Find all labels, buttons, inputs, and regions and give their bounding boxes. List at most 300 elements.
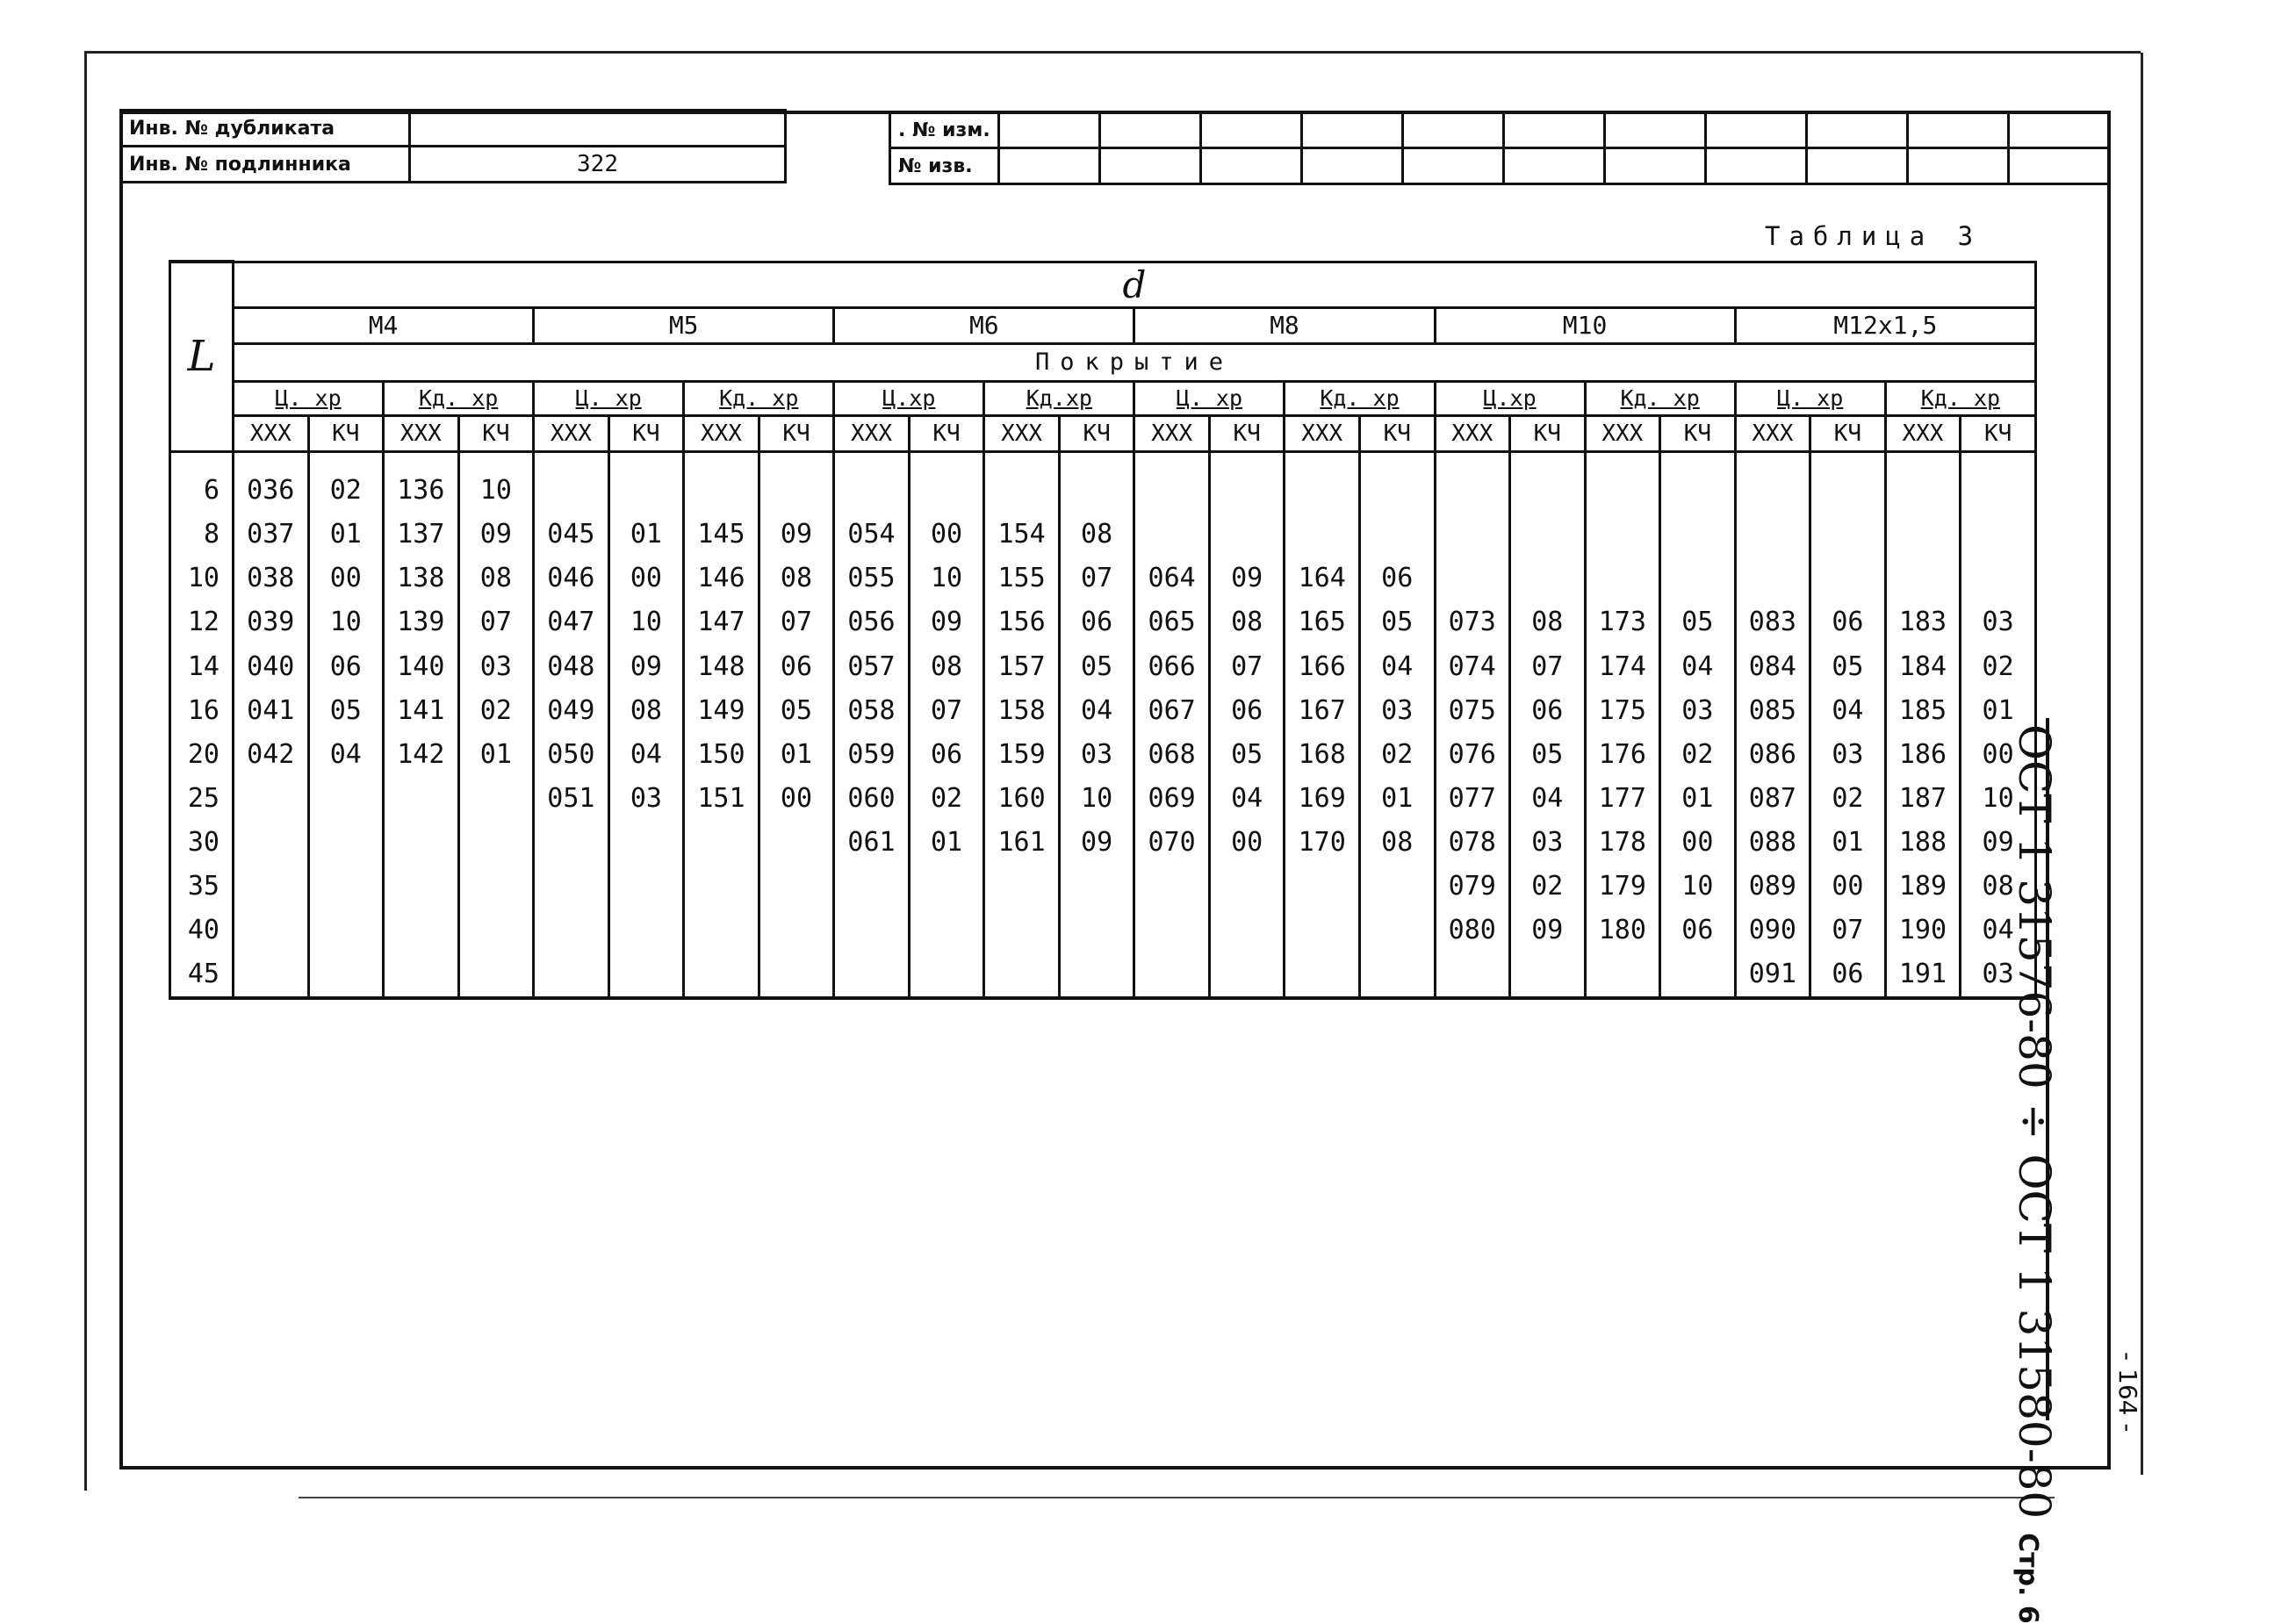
code-cell: 059: [834, 732, 910, 776]
code-cell: 075: [1435, 688, 1510, 732]
code-cell: [1810, 451, 1886, 513]
code-cell: 191: [1885, 952, 1961, 998]
code-cell: 148: [684, 644, 759, 688]
code-cell: 03: [458, 644, 534, 688]
code-cell: [1660, 557, 1736, 600]
code-cell: 06: [1359, 557, 1435, 600]
length-cell: 16: [170, 688, 234, 732]
size-group-header: M6: [834, 307, 1134, 343]
code-cell: [684, 865, 759, 909]
stamp-cell: [1301, 148, 1402, 184]
code-cell: 09: [909, 600, 984, 644]
length-cell: 35: [170, 865, 234, 909]
code-cell: 04: [308, 732, 384, 776]
code-cell: 02: [1359, 732, 1435, 776]
length-cell: 14: [170, 644, 234, 688]
code-cell: 154: [984, 513, 1060, 557]
code-cell: [1359, 865, 1435, 909]
code-cell: 038: [234, 557, 309, 600]
code-cell: [1510, 451, 1586, 513]
code-cell: 08: [1059, 513, 1134, 557]
code-cell: 045: [534, 513, 609, 557]
stamp-label-notice: № изв.: [890, 148, 999, 184]
stamp-cell: [1806, 112, 1907, 148]
table-title: Таблица 3: [1765, 221, 1983, 251]
page-label: Стр. 6: [2012, 1533, 2043, 1624]
code-cell: 080: [1435, 909, 1510, 952]
code-cell: 00: [1209, 820, 1285, 864]
coating-header: Покрытие: [234, 343, 2036, 381]
code-cell: 174: [1585, 644, 1660, 688]
code-cell: [834, 451, 910, 513]
stamp-cell: [1200, 148, 1301, 184]
code-cell: 073: [1435, 600, 1510, 644]
code-cell: 00: [1660, 820, 1736, 864]
code-cell: 145: [684, 513, 759, 557]
table-row: [170, 600, 2036, 644]
stamp-cell: [998, 148, 1099, 184]
code-cell: 00: [1810, 865, 1886, 909]
code-cell: 067: [1134, 688, 1210, 732]
code-cell: 041: [234, 688, 309, 732]
code-cell: 188: [1885, 820, 1961, 864]
code-cell: 058: [834, 688, 910, 732]
length-cell: 12: [170, 600, 234, 644]
length-cell: 25: [170, 776, 234, 820]
code-cell: 06: [759, 644, 834, 688]
code-cell: 161: [984, 820, 1060, 864]
table-row: [170, 820, 2036, 864]
code-cell: 185: [1885, 688, 1961, 732]
stamp-value-duplicate: [410, 111, 786, 147]
stamp-cell: [1604, 148, 1705, 184]
code-cell: 157: [984, 644, 1060, 688]
code-cell: [1059, 451, 1134, 513]
stamp-cell: [1503, 148, 1604, 184]
code-cell: 06: [1810, 952, 1886, 998]
code-cell: 074: [1435, 644, 1510, 688]
code-cell: 089: [1735, 865, 1810, 909]
code-cell: 050: [534, 732, 609, 776]
coating-type-header: Ц.хр: [1435, 381, 1585, 415]
code-cell: 03: [1961, 952, 2036, 998]
code-cell: [1134, 952, 1210, 998]
stamp-cell: [1604, 112, 1705, 148]
code-cell: 068: [1134, 732, 1210, 776]
code-cell: 01: [909, 820, 984, 864]
code-cell: [1209, 865, 1285, 909]
column-label: КЧ: [608, 415, 684, 451]
code-cell: [458, 952, 534, 998]
code-cell: 047: [534, 600, 609, 644]
column-label: КЧ: [1660, 415, 1736, 451]
length-cell: 30: [170, 820, 234, 864]
code-cell: 160: [984, 776, 1060, 820]
code-cell: [1435, 513, 1510, 557]
designation-table: [169, 260, 2037, 1000]
coating-type-header: Ц. хр: [534, 381, 684, 415]
code-cell: 048: [534, 644, 609, 688]
code-cell: 069: [1134, 776, 1210, 820]
standard-code: [1990, 724, 2060, 1624]
code-cell: 057: [834, 644, 910, 688]
code-cell: 167: [1285, 688, 1360, 732]
column-label: КЧ: [308, 415, 384, 451]
code-cell: [608, 820, 684, 864]
code-cell: [1810, 513, 1886, 557]
code-cell: 178: [1585, 820, 1660, 864]
code-cell: [534, 952, 609, 998]
code-cell: [384, 820, 459, 864]
code-cell: 064: [1134, 557, 1210, 600]
code-cell: [1285, 865, 1360, 909]
code-cell: 09: [608, 644, 684, 688]
stamp-cell: [1705, 112, 1806, 148]
stamp-label-duplicate: Инв. № дубликата: [121, 111, 410, 147]
code-cell: [1285, 513, 1360, 557]
length-cell: 10: [170, 557, 234, 600]
code-cell: 10: [1660, 865, 1736, 909]
code-cell: 180: [1585, 909, 1660, 952]
code-cell: 01: [1961, 688, 2036, 732]
code-cell: 042: [234, 732, 309, 776]
code-cell: 03: [1510, 820, 1586, 864]
code-cell: 03: [1059, 732, 1134, 776]
code-cell: 060: [834, 776, 910, 820]
code-cell: 039: [234, 600, 309, 644]
code-cell: 08: [458, 557, 534, 600]
coating-type-header: Ц.хр: [834, 381, 984, 415]
code-cell: 07: [1209, 644, 1285, 688]
code-cell: 02: [1510, 865, 1586, 909]
code-cell: 04: [608, 732, 684, 776]
code-cell: [608, 909, 684, 952]
code-cell: [308, 909, 384, 952]
col-header-d: d: [234, 262, 2036, 307]
code-cell: 079: [1435, 865, 1510, 909]
code-cell: [759, 820, 834, 864]
stamp-cell: [1099, 112, 1200, 148]
code-cell: 165: [1285, 600, 1360, 644]
outer-frame-left: [84, 51, 87, 1491]
code-cell: [1435, 557, 1510, 600]
table-row: [170, 865, 2036, 909]
code-cell: 168: [1285, 732, 1360, 776]
code-cell: [384, 909, 459, 952]
column-label: XXX: [984, 415, 1060, 451]
code-cell: 09: [1961, 820, 2036, 864]
code-cell: [1585, 513, 1660, 557]
code-cell: 02: [1660, 732, 1736, 776]
code-cell: 06: [308, 644, 384, 688]
code-cell: 01: [1810, 820, 1886, 864]
stamp-cell: [1402, 112, 1503, 148]
code-cell: [458, 865, 534, 909]
table-row: [170, 732, 2036, 776]
code-cell: 08: [1510, 600, 1586, 644]
code-cell: [1209, 451, 1285, 513]
code-cell: [759, 451, 834, 513]
code-cell: 05: [1660, 600, 1736, 644]
code-cell: 046: [534, 557, 609, 600]
code-cell: 00: [909, 513, 984, 557]
code-cell: 08: [1961, 865, 2036, 909]
code-cell: 03: [1359, 688, 1435, 732]
code-cell: 186: [1885, 732, 1961, 776]
column-label: КЧ: [1359, 415, 1435, 451]
code-cell: 10: [1961, 776, 2036, 820]
code-cell: [684, 451, 759, 513]
code-cell: 158: [984, 688, 1060, 732]
code-cell: 06: [909, 732, 984, 776]
code-cell: 156: [984, 600, 1060, 644]
code-cell: 155: [984, 557, 1060, 600]
code-cell: [234, 865, 309, 909]
length-cell: 6: [170, 451, 234, 513]
change-stamp: [889, 111, 2111, 185]
table-row: [170, 688, 2036, 732]
column-label: XXX: [1435, 415, 1510, 451]
size-group-header: M5: [534, 307, 834, 343]
table-row: [170, 513, 2036, 557]
column-label: КЧ: [1510, 415, 1586, 451]
code-cell: 06: [1510, 688, 1586, 732]
code-cell: [1961, 451, 2036, 513]
column-label: КЧ: [1209, 415, 1285, 451]
code-cell: 036: [234, 451, 309, 513]
code-cell: 00: [1961, 732, 2036, 776]
code-cell: [1059, 952, 1134, 998]
code-cell: 10: [458, 451, 534, 513]
coating-type-header: Кд. хр: [1585, 381, 1735, 415]
code-cell: [458, 776, 534, 820]
code-cell: 04: [1059, 688, 1134, 732]
code-cell: [1735, 513, 1810, 557]
code-cell: 066: [1134, 644, 1210, 688]
code-cell: 07: [1810, 909, 1886, 952]
code-cell: [458, 909, 534, 952]
code-cell: 090: [1735, 909, 1810, 952]
column-label: КЧ: [1961, 415, 2036, 451]
coating-type-header: Ц. хр: [1134, 381, 1285, 415]
code-cell: 184: [1885, 644, 1961, 688]
code-cell: 170: [1285, 820, 1360, 864]
code-cell: [1059, 909, 1134, 952]
code-cell: [1735, 451, 1810, 513]
code-cell: 01: [759, 732, 834, 776]
code-cell: [1885, 557, 1961, 600]
code-cell: 06: [1059, 600, 1134, 644]
stamp-cell: [1907, 112, 2008, 148]
column-label: КЧ: [759, 415, 834, 451]
stamp-cell: [1099, 148, 1200, 184]
code-cell: [608, 865, 684, 909]
code-cell: [909, 865, 984, 909]
code-cell: 03: [1660, 688, 1736, 732]
code-cell: 065: [1134, 600, 1210, 644]
size-group-header: M4: [234, 307, 534, 343]
code-cell: [234, 909, 309, 952]
code-cell: [984, 451, 1060, 513]
code-cell: 077: [1435, 776, 1510, 820]
table-row: [170, 909, 2036, 952]
table-row: [170, 776, 2036, 820]
column-label: XXX: [1134, 415, 1210, 451]
size-group-header: M10: [1435, 307, 1735, 343]
code-cell: [234, 776, 309, 820]
code-cell: 169: [1285, 776, 1360, 820]
code-cell: 086: [1735, 732, 1810, 776]
code-cell: [608, 451, 684, 513]
code-cell: 08: [1209, 600, 1285, 644]
code-cell: [684, 909, 759, 952]
code-cell: 166: [1285, 644, 1360, 688]
code-cell: [909, 451, 984, 513]
code-cell: [608, 952, 684, 998]
code-cell: 07: [759, 600, 834, 644]
coating-type-header: Ц. хр: [234, 381, 384, 415]
code-cell: 05: [759, 688, 834, 732]
code-cell: [1209, 952, 1285, 998]
code-cell: 01: [1660, 776, 1736, 820]
code-cell: 083: [1735, 600, 1810, 644]
code-cell: [684, 820, 759, 864]
code-cell: 05: [1059, 644, 1134, 688]
bottom-rule: [299, 1497, 2055, 1498]
code-cell: 037: [234, 513, 309, 557]
table-row: [170, 451, 2036, 513]
code-cell: 01: [458, 732, 534, 776]
code-cell: [1885, 513, 1961, 557]
code-cell: 04: [1209, 776, 1285, 820]
column-label: XXX: [1885, 415, 1961, 451]
code-cell: [1660, 513, 1736, 557]
code-cell: [909, 952, 984, 998]
size-group-header: M8: [1134, 307, 1435, 343]
code-cell: 136: [384, 451, 459, 513]
column-label: XXX: [534, 415, 609, 451]
code-cell: [684, 952, 759, 998]
column-label: XXX: [834, 415, 910, 451]
code-cell: [1134, 513, 1210, 557]
code-cell: 08: [1359, 820, 1435, 864]
code-cell: 139: [384, 600, 459, 644]
code-cell: 03: [608, 776, 684, 820]
code-cell: 05: [1209, 732, 1285, 776]
row-header-L: L: [170, 262, 234, 451]
code-cell: 09: [1510, 909, 1586, 952]
length-cell: 45: [170, 952, 234, 998]
stamp-cell: [1200, 112, 1301, 148]
code-cell: [1885, 451, 1961, 513]
code-cell: [1285, 451, 1360, 513]
stamp-cell: [1907, 148, 2008, 184]
column-label: XXX: [1735, 415, 1810, 451]
code-cell: [834, 909, 910, 952]
code-cell: [984, 909, 1060, 952]
stamp-cell: [2008, 112, 2109, 148]
code-cell: [1435, 952, 1510, 998]
code-cell: 09: [759, 513, 834, 557]
code-cell: 02: [308, 451, 384, 513]
code-cell: 146: [684, 557, 759, 600]
code-cell: 190: [1885, 909, 1961, 952]
code-cell: 05: [308, 688, 384, 732]
code-cell: [1209, 513, 1285, 557]
code-cell: [308, 952, 384, 998]
code-cell: 09: [458, 513, 534, 557]
code-cell: 09: [1209, 557, 1285, 600]
code-cell: [1059, 865, 1134, 909]
code-cell: 187: [1885, 776, 1961, 820]
coating-type-header: Кд. хр: [1285, 381, 1435, 415]
code-cell: 06: [1660, 909, 1736, 952]
code-cell: 07: [1059, 557, 1134, 600]
code-cell: 159: [984, 732, 1060, 776]
length-cell: 40: [170, 909, 234, 952]
code-cell: 06: [1810, 600, 1886, 644]
code-cell: 02: [458, 688, 534, 732]
coating-type-header: Кд.хр: [984, 381, 1134, 415]
code-cell: 078: [1435, 820, 1510, 864]
code-cell: 10: [308, 600, 384, 644]
code-cell: 189: [1885, 865, 1961, 909]
code-cell: 051: [534, 776, 609, 820]
code-cell: [1961, 557, 2036, 600]
code-cell: 177: [1585, 776, 1660, 820]
code-cell: 183: [1885, 600, 1961, 644]
code-cell: 085: [1735, 688, 1810, 732]
code-cell: [534, 909, 609, 952]
code-cell: [984, 865, 1060, 909]
code-cell: 08: [759, 557, 834, 600]
column-label: XXX: [234, 415, 309, 451]
code-cell: 10: [909, 557, 984, 600]
code-cell: 03: [1810, 732, 1886, 776]
table-row: [170, 644, 2036, 688]
code-cell: [308, 865, 384, 909]
code-cell: 147: [684, 600, 759, 644]
code-cell: [1735, 557, 1810, 600]
code-cell: 00: [759, 776, 834, 820]
stamp-label-original: Инв. № подлинника: [121, 147, 410, 183]
code-cell: [1585, 451, 1660, 513]
size-group-header: M12x1,5: [1735, 307, 2035, 343]
code-cell: 05: [1359, 600, 1435, 644]
code-cell: [1660, 451, 1736, 513]
code-cell: [1285, 909, 1360, 952]
code-cell: [834, 952, 910, 998]
table-row: [170, 952, 2036, 998]
column-label: КЧ: [458, 415, 534, 451]
code-cell: 01: [1359, 776, 1435, 820]
length-cell: 20: [170, 732, 234, 776]
code-cell: [1510, 557, 1586, 600]
code-cell: [308, 820, 384, 864]
code-cell: [458, 820, 534, 864]
code-cell: 176: [1585, 732, 1660, 776]
code-cell: [1510, 513, 1586, 557]
code-cell: [1359, 909, 1435, 952]
standard-code-text: ОСТ 1 31576-80 ÷ ОСТ 1 31580-80: [2009, 724, 2060, 1520]
code-cell: 049: [534, 688, 609, 732]
code-cell: 00: [308, 557, 384, 600]
code-cell: 07: [909, 688, 984, 732]
code-cell: 076: [1435, 732, 1510, 776]
coating-type-header: Кд. хр: [1885, 381, 2035, 415]
column-label: XXX: [384, 415, 459, 451]
code-cell: [759, 909, 834, 952]
